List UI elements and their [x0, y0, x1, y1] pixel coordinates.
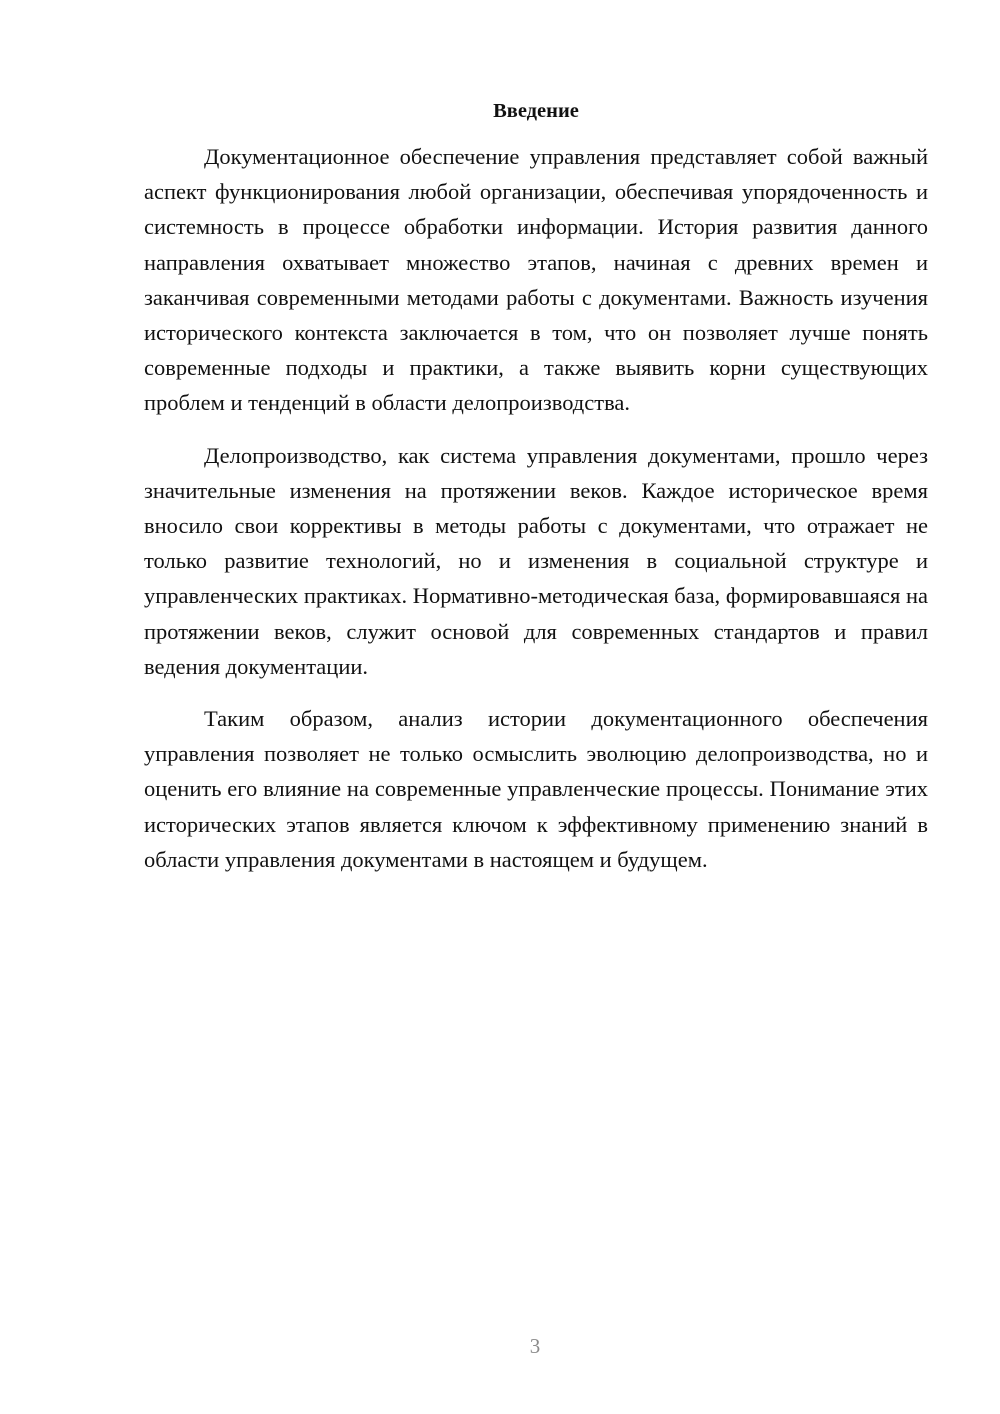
paragraph-1: Документационное обеспечение управления представляет собой важный аспект функционирования любой организации, обеспечивая упорядоченность и системность в процессе обработки информации. История развития данного направления охватывает множество этапов, начиная с древних времен и заканчивая современными методами работы с документами. Важность изучения исторического контекста заключается в том, что он позволяет лучше понять современные подходы и практики, а также выявить корни существующих проблем и тенденций в области делопроизводства.	[144, 144, 928, 416]
page-content	[144, 96, 928, 894]
page-number: 3	[529, 1334, 541, 1358]
paragraph-2: Делопроизводство, как система управления документами, прошло через значительные изменения на протяжении веков. Каждое историческое время вносило свои коррективы в методы работы с документами, что отражает не только развитие технологий, но и изменения в социальной структуре и управленческих практиках. Нормативно-методическая база, формировавшаяся на протяжении веков, служит основой для современных стандартов и правил ведения документации.	[144, 442, 928, 679]
paragraph-3: Таким образом, анализ истории документационного обеспечения управления позволяет не только осмыслить эволюцию делопроизводства, но и оценить его влияние на современные управленческие процессы. Понимание этих исторических этапов является ключом к эффективному применению знаний в области управления документами в настоящем и будущем.	[144, 706, 928, 872]
section-title: Введение	[493, 100, 579, 122]
